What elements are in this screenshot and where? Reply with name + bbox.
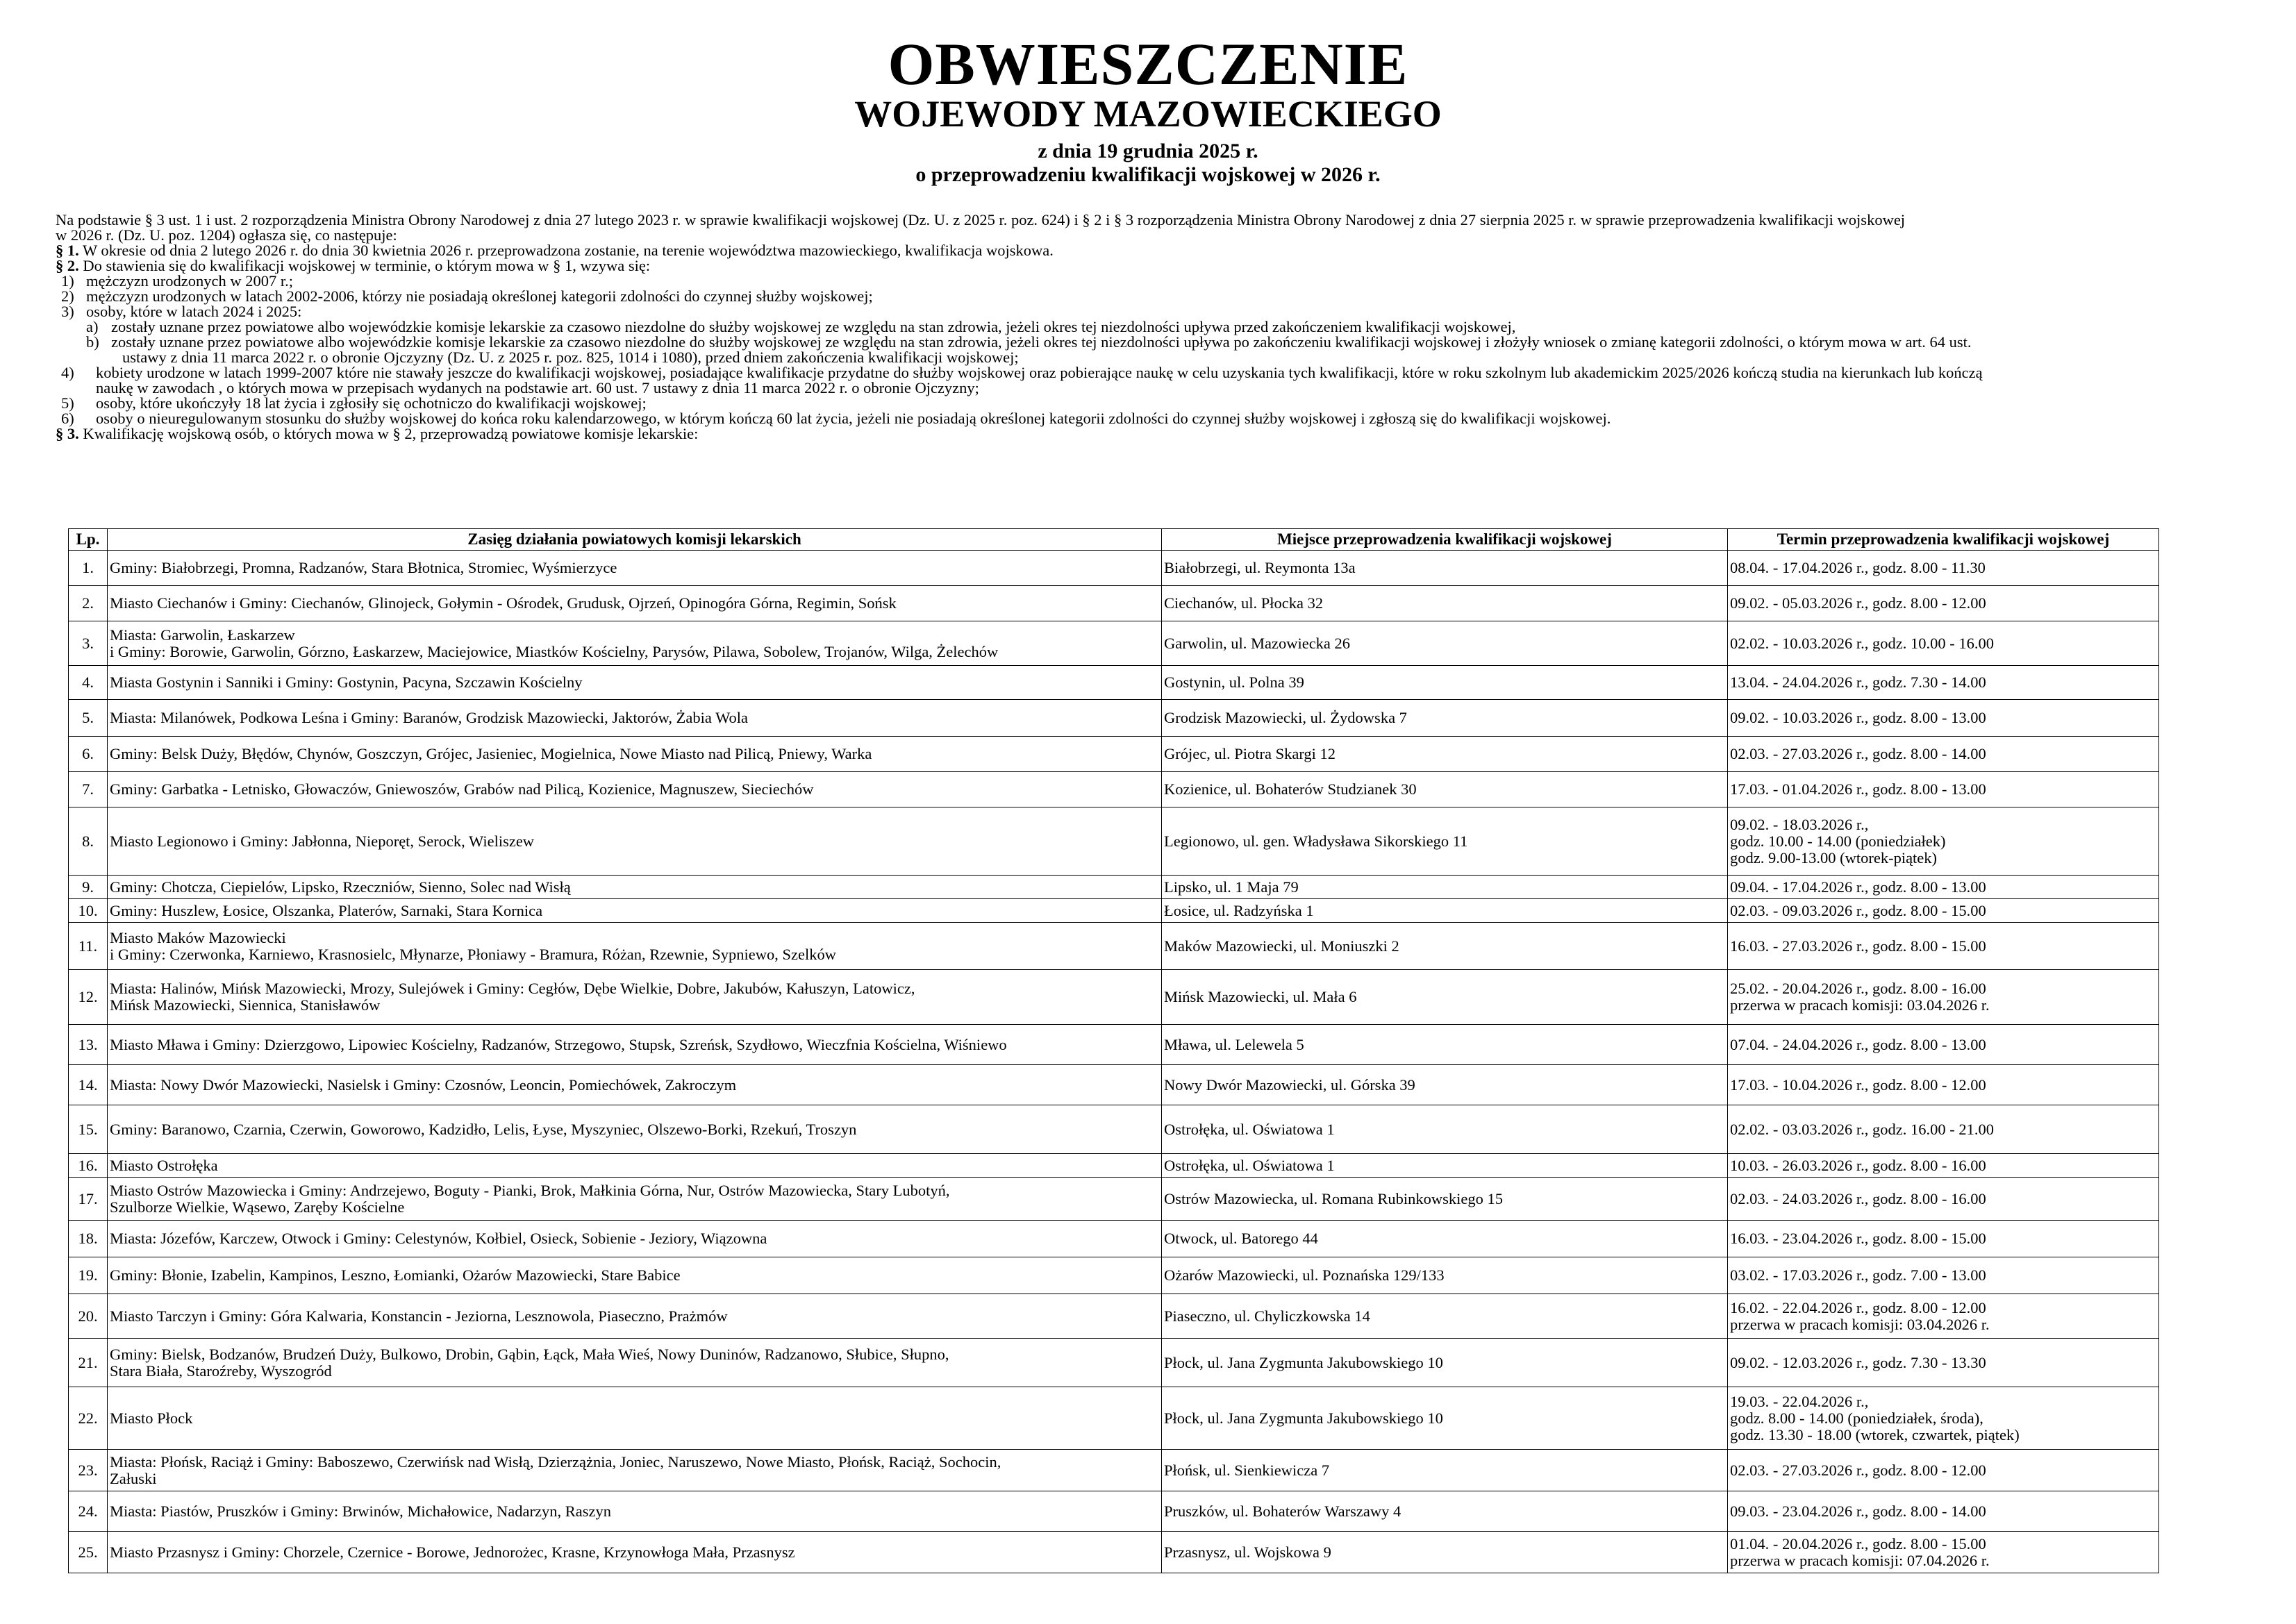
paragraph-1-text: W okresie od dnia 2 lutego 2026 r. do dnia 30 kwietnia 2026 r. przeprowadzona zostanie, na terenie województwa mazowieckiego, kwalifikacja wojskowa. [82,242,1054,259]
list-item-number: 2) [61,287,74,305]
commissions-table [68,528,2159,1573]
table-row [69,1257,2159,1294]
area-line: Miasta: Płońsk, Raciąż i Gminy: Baboszewo, Czerwińsk nad Wisłą, Dzierzążnia, Joniec, Naruszewo, Nowe Miasto, Płońsk, Raciąż, Sochocin, [110,1453,1001,1471]
document-date: z dnia 19 grudnia 2025 r. [1038,140,1258,162]
table-row [69,1387,2159,1450]
cell-lp: 18. [69,1221,108,1257]
intro-text [56,212,2243,442]
cell-term [1728,1065,2159,1105]
table-row [69,1105,2159,1154]
term-line: przerwa w pracach komisji: 07.04.2026 r. [1730,1551,1990,1569]
sub-list-item [56,335,2243,350]
list-item-number: 3) [61,303,74,320]
cell-lp: 2. [69,586,108,621]
column-header-area: Zasięg działania powiatowych komisji lekarskich [108,529,1162,551]
list-item [56,396,2243,411]
term-line: 09.04. - 17.04.2026 r., godz. 8.00 - 13.00 [1730,878,1986,896]
term-line: 09.02. - 05.03.2026 r., godz. 8.00 - 12.00 [1730,594,1986,612]
term-line: 07.04. - 24.04.2026 r., godz. 8.00 - 13.00 [1730,1035,1986,1053]
table-body [69,551,2159,1573]
list-item-text: kobiety urodzone w latach 1999-2007 które nie stawały jeszcze do kwalifikacji wojskowej, posiadające kwalifikacje przydatne do służby wojskowej oraz pobierające naukę w celu uzyskania tych kwalifikacji, które w roku szkolnym lub akademickim 2025/2026 kończą studia na kierunkach lub kończą [96,364,1983,381]
table-row [69,1154,2159,1178]
area-line: Załuski [110,1469,157,1487]
area-line: Szulborze Wielkie, Wąsewo, Zaręby Kościelne [110,1198,405,1216]
area-line: Miasta: Halinów, Mińsk Mazowiecki, Mrozy, Sulejówek i Gminy: Cegłów, Dębe Wielkie, Dobre, Jakubów, Kałuszyn, Latowicz, [110,980,915,997]
cell-lp: 9. [69,876,108,899]
area-line: Gminy: Białobrzegi, Promna, Radzanów, Stara Błotnica, Stromiec, Wyśmierzyce [110,559,617,576]
cell-area [108,1105,1162,1154]
term-line: 17.03. - 10.04.2026 r., godz. 8.00 - 12.00 [1730,1075,1986,1094]
cell-place: Płock, ul. Jana Zygmunta Jakubowskiego 10 [1162,1387,1728,1450]
term-line: 02.03. - 24.03.2026 r., godz. 8.00 - 16.00 [1730,1189,1986,1207]
list-item-text: osoby o nieuregulowanym stosunku do służby wojskowej do końca roku kalendarzowego, w którym kończą 60 lat życia, jeżeli nie posiadają określonej kategorii zdolności do czynnej służby wojskowej i zgłoszą się do kwalifikacji wojskowej. [96,410,1611,427]
sub-list-item-text: zostały uznane przez powiatowe albo wojewódzkie komisje lekarskie za czasowo niezdolne do służby wojskowej ze względu na stan zdrowia, jeżeli okres tej niezdolności upływa po zakończeniu kwalifikacji wojskowej i złożyły wniosek o zmianę kategorii zdolności, o którym mowa w art. 64 ust. [111,333,1972,351]
term-line: 09.03. - 23.04.2026 r., godz. 8.00 - 14.00 [1730,1502,1986,1520]
area-line: i Gminy: Czerwonka, Karniewo, Krasnosielc, Młynarze, Płoniawy - Bramura, Różan, Rzewnie, Sypniewo, Szelków [110,945,836,963]
area-line: Mińsk Mazowiecki, Siennica, Stanisławów [110,996,381,1014]
table-row [69,1221,2159,1257]
cell-area [108,772,1162,807]
term-line: 02.03. - 27.03.2026 r., godz. 8.00 - 14.00 [1730,745,1986,762]
document-topic: o przeprowadzeniu kwalifikacji wojskowej w 2026 r. [915,163,1381,186]
cell-lp: 10. [69,899,108,923]
term-line: 03.02. - 17.03.2026 r., godz. 7.00 - 13.00 [1730,1266,1986,1284]
sub-list-item-continuation: ustawy z dnia 11 marca 2022 r. o obronie Ojczyzny (Dz. U. z 2025 r. poz. 825, 1014 i 1080), przed dniem zakończenia kwalifikacji wojskowej; [122,349,1019,366]
cell-term [1728,1257,2159,1294]
cell-lp: 22. [69,1387,108,1450]
term-line: 16.02. - 22.04.2026 r., godz. 8.00 - 12.00 [1730,1298,1986,1316]
cell-term [1728,621,2159,666]
cell-place: Nowy Dwór Mazowiecki, ul. Górska 39 [1162,1065,1728,1105]
area-line: Stara Biała, Staroźreby, Wyszogród [110,1362,332,1380]
cell-place: Grodzisk Mazowiecki, ul. Żydowska 7 [1162,700,1728,737]
cell-lp: 16. [69,1154,108,1178]
list-item [56,274,2243,289]
paragraph-3 [56,426,2243,442]
list-item-text: mężczyzn urodzonych w latach 2002-2006, którzy nie posiadają określonej kategorii zdolności do czynnej służby wojskowej; [86,287,873,305]
cell-term [1728,1025,2159,1065]
cell-term [1728,586,2159,621]
area-line: Miasta: Milanówek, Podkowa Leśna i Gminy: Baranów, Grodzisk Mazowiecki, Jaktorów, Żabia Wola [110,709,749,726]
term-line: godz. 8.00 - 14.00 (poniedziałek, środa), [1730,1409,1983,1427]
cell-term [1728,876,2159,899]
column-header-lp: Lp. [69,529,108,551]
term-line: przerwa w pracach komisji: 03.04.2026 r. [1730,996,1990,1014]
area-line: Miasto Mława i Gminy: Dzierzgowo, Lipowiec Kościelny, Radzanów, Strzegowo, Stupsk, Szreńsk, Szydłowo, Wieczfnia Kościelna, Wiśniewo [110,1035,1007,1053]
cell-area [108,666,1162,700]
area-line: Gminy: Huszlew, Łosice, Olszanka, Platerów, Sarnaki, Stara Kornica [110,901,543,919]
cell-place: Ostrołęka, ul. Oświatowa 1 [1162,1154,1728,1178]
cell-place: Białobrzegi, ul. Reymonta 13a [1162,551,1728,586]
area-line: Miasto Ciechanów i Gminy: Ciechanów, Glinojeck, Gołymin - Ośrodek, Grudusk, Ojrzeń, Opinogóra Górna, Regimin, Sońsk [110,594,897,612]
cell-place: Gostynin, ul. Polna 39 [1162,666,1728,700]
cell-area [108,899,1162,923]
paragraph-2-text: Do stawienia się do kwalifikacji wojskowej w terminie, o którym mowa w § 1, wzywa się: [83,257,651,274]
list-item [56,304,2243,319]
term-line: 10.03. - 26.03.2026 r., godz. 8.00 - 16.00 [1730,1156,1986,1174]
term-line: godz. 13.30 - 18.00 (wtorek, czwartek, piątek) [1730,1425,2020,1443]
cell-term [1728,551,2159,586]
list-item [56,365,2243,380]
sub-list-item-text: zostały uznane przez powiatowe albo wojewódzkie komisje lekarskie za czasowo niezdolne do służby wojskowej ze względu na stan zdrowia, jeżeli okres tej niezdolności upływa przed zakończeniem kwalifikacji wojskowej, [111,318,1516,335]
cell-term [1728,899,2159,923]
cell-area [108,700,1162,737]
table-row [69,970,2159,1025]
cell-place: Płock, ul. Jana Zygmunta Jakubowskiego 10 [1162,1339,1728,1387]
cell-lp: 19. [69,1257,108,1294]
cell-lp: 20. [69,1294,108,1339]
cell-area [108,1221,1162,1257]
cell-term [1728,1491,2159,1532]
area-line: Miasto Maków Mazowiecki [110,928,286,946]
table-row [69,1178,2159,1221]
table-row [69,621,2159,666]
area-line: Miasta: Garwolin, Łaskarzew [110,626,295,644]
cell-place: Ostrołęka, ul. Oświatowa 1 [1162,1105,1728,1154]
table-row [69,551,2159,586]
cell-lp: 4. [69,666,108,700]
cell-place: Pruszków, ul. Bohaterów Warszawy 4 [1162,1491,1728,1532]
area-line: Miasto Przasnysz i Gminy: Chorzele, Czernice - Borowe, Jednorożec, Krasne, Krzynowłoga Mała, Przasnysz [110,1543,795,1561]
cell-area [108,551,1162,586]
area-line: Gminy: Belsk Duży, Błędów, Chynów, Goszczyn, Grójec, Jasieniec, Mogielnica, Nowe Miasto nad Pilicą, Pniewy, Warka [110,745,872,762]
cell-place: Ciechanów, ul. Płocka 32 [1162,586,1728,621]
cell-lp: 5. [69,700,108,737]
cell-term [1728,1387,2159,1450]
cell-area [108,1450,1162,1491]
cell-place: Płońsk, ul. Sienkiewicza 7 [1162,1450,1728,1491]
term-line: 02.03. - 09.03.2026 r., godz. 8.00 - 15.00 [1730,901,1986,919]
paragraph-1 [56,243,2243,258]
area-line: Miasta: Piastów, Pruszków i Gminy: Brwinów, Michałowice, Nadarzyn, Raszyn [110,1502,611,1520]
cell-area [108,1154,1162,1178]
list-item [56,411,2243,426]
list-item-text: osoby, które w latach 2024 i 2025: [86,303,302,320]
table-row [69,1491,2159,1532]
cell-area [108,1065,1162,1105]
cell-term [1728,807,2159,876]
cell-area [108,1339,1162,1387]
area-line: Miasto Płock [110,1409,193,1427]
term-line: godz. 10.00 - 14.00 (poniedziałek) [1730,832,1946,850]
cell-place: Przasnysz, ul. Wojskowa 9 [1162,1532,1728,1573]
area-line: Miasto Ostrołęka [110,1156,218,1174]
area-line: i Gminy: Borowie, Garwolin, Górzno, Łaskarzew, Maciejowice, Miastków Kościelny, Parysów, Pilawa, Sobolew, Trojanów, Wilga, Żelechów [110,642,999,660]
cell-term [1728,666,2159,700]
cell-place: Ostrów Mazowiecka, ul. Romana Rubinkowskiego 15 [1162,1178,1728,1221]
cell-place: Grójec, ul. Piotra Skargi 12 [1162,737,1728,772]
document-subtitle: WOJEWODY MAZOWIECKIEGO [854,93,1442,135]
term-line: 02.02. - 10.03.2026 r., godz. 10.00 - 16.00 [1730,634,1994,652]
cell-lp: 1. [69,551,108,586]
table-row [69,923,2159,970]
cell-term [1728,1339,2159,1387]
cell-place: Łosice, ul. Radzyńska 1 [1162,899,1728,923]
table-header-row [69,529,2159,551]
table-row [69,772,2159,807]
table-row [69,666,2159,700]
cell-area [108,586,1162,621]
list-item [56,289,2243,304]
cell-lp: 21. [69,1339,108,1387]
cell-lp: 15. [69,1105,108,1154]
cell-term [1728,1105,2159,1154]
term-line: 09.02. - 10.03.2026 r., godz. 8.00 - 13.00 [1730,709,1986,726]
table-row [69,1339,2159,1387]
term-line: 16.03. - 27.03.2026 r., godz. 8.00 - 15.00 [1730,937,1986,955]
term-line: godz. 9.00-13.00 (wtorek-piątek) [1730,848,1938,867]
cell-term [1728,970,2159,1025]
table-row [69,1450,2159,1491]
cell-area [108,807,1162,876]
term-line: 25.02. - 20.04.2026 r., godz. 8.00 - 16.00 [1730,980,1986,997]
cell-lp: 23. [69,1450,108,1491]
cell-term [1728,1221,2159,1257]
cell-lp: 17. [69,1178,108,1221]
cell-lp: 6. [69,737,108,772]
table-row [69,1025,2159,1065]
table-row [69,807,2159,876]
cell-place: Legionowo, ul. gen. Władysława Sikorskiego 11 [1162,807,1728,876]
cell-term [1728,772,2159,807]
cell-area [108,1025,1162,1065]
cell-lp: 11. [69,923,108,970]
column-header-term: Termin przeprowadzenia kwalifikacji wojskowej [1728,529,2159,551]
area-line: Miasto Ostrów Mazowiecka i Gminy: Andrzejewo, Boguty - Pianki, Brok, Małkinia Górna, Nur, Ostrów Mazowiecka, Stary Lubotyń, [110,1181,950,1199]
cell-lp: 24. [69,1491,108,1532]
document-title: OBWIESZCZENIE [888,31,1408,97]
cell-area [108,876,1162,899]
term-line: 09.02. - 12.03.2026 r., godz. 7.30 - 13.30 [1730,1353,1986,1371]
area-line: Miasta: Józefów, Karczew, Otwock i Gminy: Celestynów, Kołbiel, Osieck, Sobienie - Jeziory, Wiązowna [110,1230,767,1247]
area-line: Miasto Tarczyn i Gminy: Góra Kalwaria, Konstancin - Jeziorna, Lesznowola, Piaseczno, Prażmów [110,1307,728,1325]
cell-place: Ożarów Mazowiecki, ul. Poznańska 129/133 [1162,1257,1728,1294]
cell-area [108,1491,1162,1532]
cell-term [1728,737,2159,772]
table-row [69,586,2159,621]
term-line: 01.04. - 20.04.2026 r., godz. 8.00 - 15.00 [1730,1534,1986,1552]
cell-lp: 13. [69,1025,108,1065]
list-item-number: 1) [61,272,74,290]
area-line: Gminy: Bielsk, Bodzanów, Brudzeń Duży, Bulkowo, Drobin, Gąbin, Łąck, Mała Wieś, Nowy Duninów, Radzanowo, Słubice, Słupno, [110,1345,949,1363]
paragraph-3-mark: § 3. [56,425,79,442]
cell-term [1728,1178,2159,1221]
area-line: Gminy: Chotcza, Ciepielów, Lipsko, Rzeczniów, Sienno, Solec nad Wisłą [110,878,571,896]
paragraph-3-text: Kwalifikację wojskową osób, o których mowa w § 2, przeprowadzą powiatowe komisje lekarskie: [83,425,699,442]
term-line: 16.03. - 23.04.2026 r., godz. 8.00 - 15.00 [1730,1230,1986,1247]
cell-area [108,923,1162,970]
cell-term [1728,700,2159,737]
term-line: 08.04. - 17.04.2026 r., godz. 8.00 - 11.30 [1730,559,1986,576]
sub-list-item [56,319,2243,335]
table-row [69,737,2159,772]
paragraph-2 [56,258,2243,274]
table-row [69,1532,2159,1573]
column-header-place: Miejsce przeprowadzenia kwalifikacji wojskowej [1162,529,1728,551]
cell-area [108,970,1162,1025]
term-line: 17.03. - 01.04.2026 r., godz. 8.00 - 13.00 [1730,780,1986,798]
term-line: przerwa w pracach komisji: 03.04.2026 r. [1730,1315,1990,1333]
cell-area [108,1294,1162,1339]
area-line: Gminy: Błonie, Izabelin, Kampinos, Leszno, Łomianki, Ożarów Mazowiecki, Stare Babice [110,1266,681,1284]
cell-term [1728,1154,2159,1178]
cell-area [108,737,1162,772]
cell-area [108,1257,1162,1294]
cell-place: Mława, ul. Lelewela 5 [1162,1025,1728,1065]
cell-lp: 3. [69,621,108,666]
term-line: 09.02. - 18.03.2026 r., [1730,815,1869,833]
cell-place: Garwolin, ul. Mazowiecka 26 [1162,621,1728,666]
term-line: 13.04. - 24.04.2026 r., godz. 7.30 - 14.00 [1730,673,1986,691]
cell-lp: 7. [69,772,108,807]
cell-term [1728,923,2159,970]
cell-place: Piaseczno, ul. Chyliczkowska 14 [1162,1294,1728,1339]
term-line: 19.03. - 22.04.2026 r., [1730,1392,1869,1410]
cell-area [108,1532,1162,1573]
cell-place: Otwock, ul. Batorego 44 [1162,1221,1728,1257]
paragraph-1-mark: § 1. [56,242,79,259]
cell-lp: 12. [69,970,108,1025]
cell-place: Maków Mazowiecki, ul. Moniuszki 2 [1162,923,1728,970]
cell-term [1728,1532,2159,1573]
cell-lp: 8. [69,807,108,876]
list-item-text: mężczyzn urodzonych w 2007 r.; [86,272,294,290]
area-line: Gminy: Baranowo, Czarnia, Czerwin, Goworowo, Kadzidło, Lelis, Łyse, Myszyniec, Olszewo-Borki, Rzekuń, Troszyn [110,1120,857,1138]
cell-area [108,1178,1162,1221]
list-item-number: 6) [61,410,74,427]
list-item-text: osoby, które ukończyły 18 lat życia i zgłosiły się ochotniczo do kwalifikacji wojskowej; [96,394,647,412]
table-row [69,1294,2159,1339]
cell-place: Lipsko, ul. 1 Maja 79 [1162,876,1728,899]
area-line: Miasta: Nowy Dwór Mazowiecki, Nasielsk i Gminy: Czosnów, Leoncin, Pomiechówek, Zakroczym [110,1075,737,1094]
term-line: 02.03. - 27.03.2026 r., godz. 8.00 - 12.00 [1730,1461,1986,1479]
paragraph-2-mark: § 2. [56,257,79,274]
table-row [69,700,2159,737]
term-line: 02.02. - 03.03.2026 r., godz. 16.00 - 21.00 [1730,1120,1994,1138]
legal-basis-line-1: Na podstawie § 3 ust. 1 i ust. 2 rozporządzenia Ministra Obrony Narodowej z dnia 27 lutego 2023 r. w sprawie kwalifikacji wojskowej (Dz. U. z 2025 r. poz. 624) i § 2 i § 3 rozporządzenia Ministra Obrony Narodowej z dnia 27 sierpnia 2025 r. w sprawie przeprowadzenia kwalifikacji wojskowej [56,211,1906,228]
cell-term [1728,1294,2159,1339]
table-row [69,1065,2159,1105]
sub-list-item-letter: a) [86,318,99,335]
table-row [69,899,2159,923]
table-row [69,876,2159,899]
cell-place: Kozienice, ul. Bohaterów Studzianek 30 [1162,772,1728,807]
sub-list-item-letter: b) [86,333,99,351]
area-line: Miasta Gostynin i Sanniki i Gminy: Gostynin, Pacyna, Szczawin Kościelny [110,673,583,691]
list-item-number: 5) [61,394,74,412]
cell-lp: 14. [69,1065,108,1105]
list-item-continuation: naukę w zawodach , o których mowa w przepisach wydanych na podstawie art. 60 ust. 7 ustawy z dnia 11 marca 2022 r. o obronie Ojczyzny; [96,379,979,396]
legal-basis-line-2: w 2026 r. (Dz. U. poz. 1204) ogłasza się, co następuje: [56,226,397,244]
cell-lp: 25. [69,1532,108,1573]
area-line: Gminy: Garbatka - Letnisko, Głowaczów, Gniewoszów, Grabów nad Pilicą, Kozienice, Magnuszew, Sieciechów [110,780,814,798]
cell-area [108,621,1162,666]
list-item-number: 4) [61,364,74,381]
cell-place: Mińsk Mazowiecki, ul. Mała 6 [1162,970,1728,1025]
area-line: Miasto Legionowo i Gminy: Jabłonna, Nieporęt, Serock, Wieliszew [110,832,535,850]
cell-term [1728,1450,2159,1491]
cell-area [108,1387,1162,1450]
